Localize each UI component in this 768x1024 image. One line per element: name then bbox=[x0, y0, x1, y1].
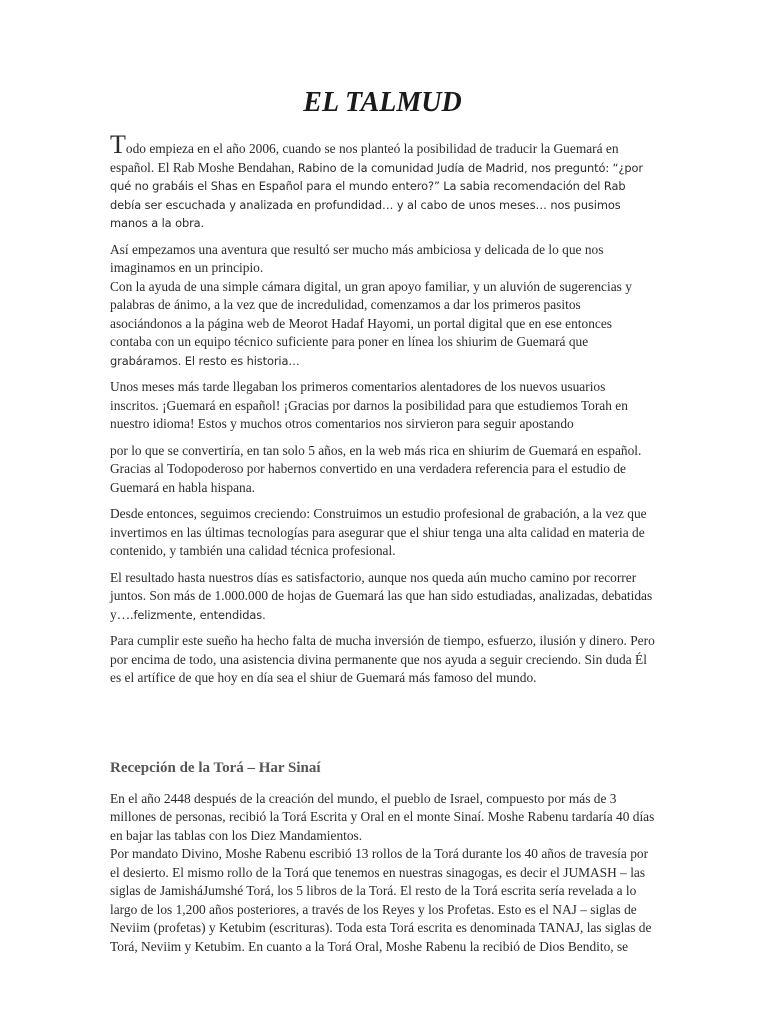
paragraph-line: Así empezamos una aventura que resultó ser mucho más ambiciosa y delicada de lo que nos imaginamos en un principio. bbox=[110, 241, 604, 275]
paragraph-comentarios: Unos meses más tarde llegaban los primeros comentarios alentadores de los nuevos usuarios inscritos. ¡Guemará en español! ¡Gracias por darnos la posibilidad para que estudiemos Torah en nuestro idioma! Estos y muchos otros comentarios nos sirvieron para seguir apostando bbox=[110, 379, 628, 431]
drop-cap: T bbox=[110, 130, 126, 159]
document-title: EL TALMUD bbox=[303, 87, 462, 118]
section-heading: Recepción de la Torá – Har Sinaí bbox=[110, 759, 321, 776]
paragraph-web: por lo que se convertiría, en tan solo 5 años, en la web más rica en shiurim de Guemará en español. Gracias al Todopoderoso por habernos convertido en una verdadera referencia para el estudio de Guemará en habla hispana. bbox=[110, 442, 642, 495]
intro-paragraph bbox=[110, 130, 655, 233]
paragraph-text: El resultado hasta nuestros días es satisfactorio, aunque nos queda aún mucho camino por recorrer juntos. Son más de 1.000.000 de hojas de Guemará las que han sido estudiadas, analizadas, debatidas y…. bbox=[110, 569, 653, 622]
intro-text-quote: Rabino de la comunidad Judía de Madrid, nos preguntó: “¿por qué no grabáis el Shas en Español para el mundo entero?” La sabia recomendación del Rab debía ser escuchada y analizada en profundidad… y al cabo de unos meses… nos pusimos manos a la obra. bbox=[110, 160, 643, 230]
paragraph-text-alt: felizmente, entendidas. bbox=[133, 607, 266, 622]
intro-text: odo empieza en el año 2006, cuando se nos planteó la posibilidad de traducir la Guemará en español. El Rab Moshe Bendahan, bbox=[110, 141, 619, 175]
section-text: En el año 2448 después de la creación del mundo, el pueblo de Israel, compuesto por más de 3 millones de personas, recibió la Torá Escrita y Oral en el monte Sinaí. Moshe Rabenu tardaría 40 días en bajar las tablas con los Diez Mandamientos. bbox=[110, 790, 655, 843]
paragraph-aventura bbox=[110, 241, 655, 371]
paragraph-sueno: Para cumplir este sueño ha hecho falta de mucha inversión de tiempo, esfuerzo, ilusión y dinero. Pero por encima de todo, una asistencia divina permanente que nos ayuda a seguir creciendo. Sin duda Él es el artífice de que hoy en día sea el shiur de Guemará más famoso del mundo. bbox=[110, 633, 655, 685]
document-body bbox=[110, 85, 655, 964]
paragraph-crecimiento: Desde entonces, seguimos creciendo: Construimos un estudio profesional de grabación, a la vez que invertimos en las últimas tecnologías para asegurar que el shiur tenga una alta calidad en materia de contenido, y también una calidad técnica profesional. bbox=[110, 506, 647, 558]
section-spacer bbox=[110, 696, 655, 758]
section-paragraph bbox=[110, 790, 655, 957]
paragraph-line: Con la ayuda de una simple cámara digital, un gran apoyo familiar, y un aluvión de sugerencias y palabras de ánimo, a la vez que de incredulidad, comenzamos a dar los primeros pasitos asociándonos a la página web de Meorot Hadaf Hayomi, un portal digital que en ese entonces contaba con un equipo técnico suficiente para poner en línea los shiurim de Guemará que bbox=[110, 278, 632, 349]
paragraph-line-alt: grabáramos. El resto es historia… bbox=[110, 353, 300, 368]
paragraph-resultado bbox=[110, 569, 655, 625]
section-text: Por mandato Divino, Moshe Rabenu escribió 13 rollos de la Torá durante los 40 años de travesía por el desierto. El mismo rollo de la Torá que tenemos en nuestras sinagogas, es decir el JUMASH – las siglas de JamisháJumshé Torá, los 5 libros de la Torá. El resto de la Torá escrita sería revelada a lo largo de los 1,200 años posteriores, a través de los Reyes y los Profetas. Esto es el NAJ – siglas de Neviim (profetas) y Ketubim (escrituras). Toda esta Torá escrita es denominada TANAJ, las siglas de Torá, Neviim y Ketubim. En cuanto a la Torá Oral, Moshe Rabenu la recibió de Dios Bendito, se bbox=[110, 846, 652, 954]
